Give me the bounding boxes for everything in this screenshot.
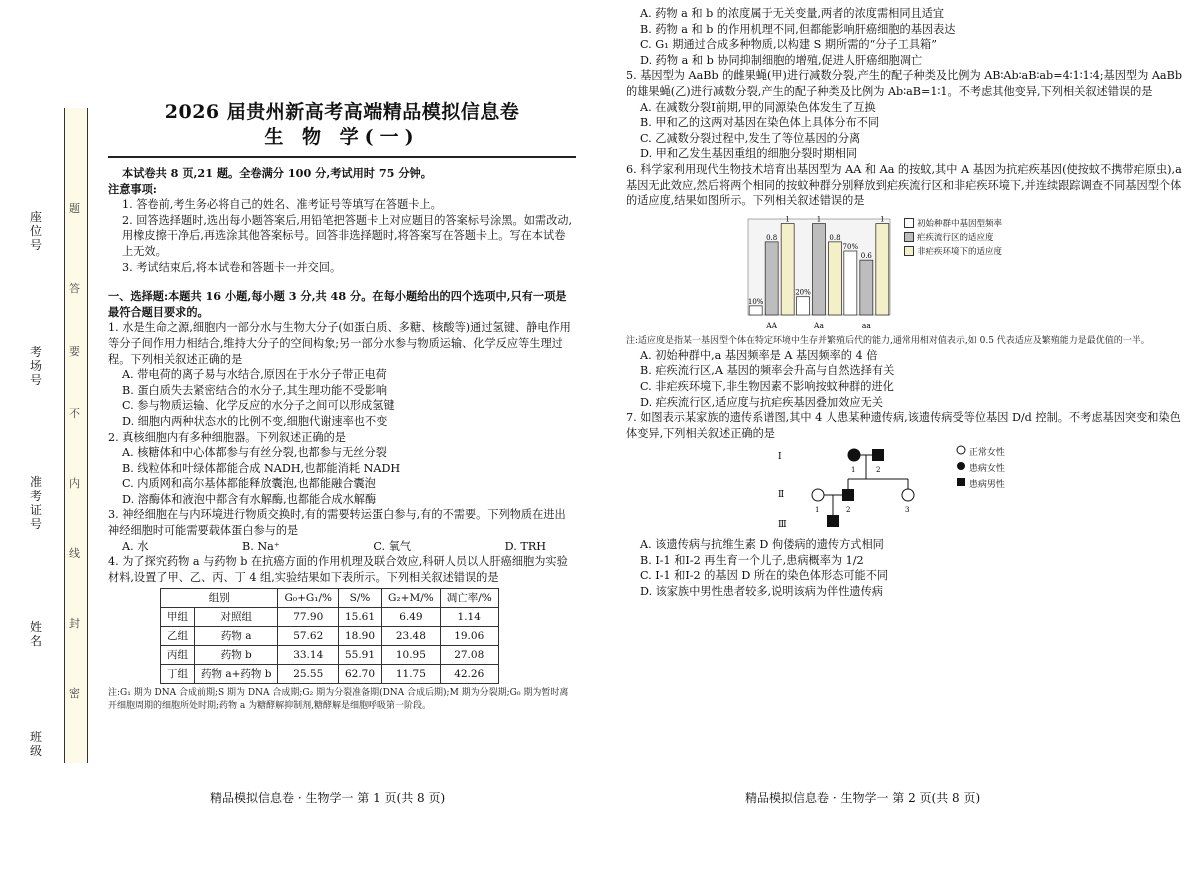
table-cell: 57.62	[278, 627, 339, 646]
field-seat-number	[30, 210, 42, 252]
table-row	[161, 608, 499, 627]
question-option: B. Ⅰ-1 和Ⅰ-2 再生育一个儿子,患病概率为 1/2	[640, 553, 864, 567]
question-stem: 7. 如图表示某家族的遗传系谱图,其中 4 人患某种遗传病,该遗传病受等位基因 D/d 控制。不考虑基因突变和染色体变异,下列相关叙述正确的是	[626, 411, 1181, 440]
question-option: B. Na⁺	[242, 539, 280, 553]
question-option: D. 细胞内两种状态水的比例不变,细胞代谢速率也不变	[122, 414, 388, 428]
question-option: A. 在减数分裂Ⅰ前期,甲的同源染色体发生了互换	[640, 100, 876, 114]
bar	[860, 260, 873, 315]
cut-word: 题	[69, 202, 80, 215]
table-row	[161, 627, 499, 646]
generation-label: Ⅱ	[778, 490, 785, 501]
question-option: C. Ⅰ-1 和Ⅰ-2 的基因 D 所在的染色体形态可能不同	[640, 569, 889, 583]
table-header: 组别	[161, 589, 278, 608]
bar	[765, 242, 778, 315]
results-table	[160, 588, 499, 684]
bar-data-label: 1	[880, 215, 885, 224]
field-label: 准考证号	[30, 475, 43, 531]
paper-subtitle: 生 物 学(一)	[264, 126, 420, 148]
paper-title: 2026 届贵州新高考高端精品模拟信息卷	[164, 101, 520, 123]
question-option: C. 乙减数分裂过程中,发生了等位基因的分离	[640, 131, 861, 145]
table-cell: 对照组	[195, 608, 278, 627]
table-row	[161, 665, 499, 684]
pedigree-chart	[776, 445, 946, 533]
bar	[876, 223, 889, 314]
x-tick-label: aa	[861, 320, 871, 330]
question-option: D. 甲和乙发生基因重组的细胞分裂时期相同	[640, 147, 858, 161]
notice-item: 2. 回答选择题时,选出每小题答案后,用铅笔把答题卡上对应题目的答案标号涂黑。如需改动,用橡皮擦干净后,再选涂其他答案标号。回答非选择题时,将答案写在答题卡上。写在本试卷上无效。	[122, 213, 573, 258]
title-rule	[108, 156, 576, 158]
question-option: C. G₁ 期通过合成多种物质,以构建 S 期所需的“分子工具箱”	[640, 38, 937, 52]
table-cell: 丙组	[161, 646, 195, 665]
individual-number: 3	[905, 506, 910, 515]
normal-female-symbol	[812, 489, 824, 501]
x-tick-label: Aa	[814, 320, 824, 330]
question-option: D. 药物 a 和 b 协同抑制细胞的增殖,促进人肝癌细胞凋亡	[640, 53, 923, 67]
cut-word: 线	[69, 547, 80, 560]
question-option: A. 带电荷的离子易与水结合,原因在于水分子带正电荷	[122, 368, 387, 382]
question-option: B. 药物 a 和 b 的作用机理不同,但都能影响肝癌细胞的基因表达	[640, 22, 956, 36]
affected-male-symbol	[827, 515, 839, 527]
section-heading: 一、选择题:本题共 16 小题,每小题 3 分,共 48 分。在每小题给出的四个选项中,只有一项是最符合题目要求的。	[108, 289, 567, 319]
question-stem: 4. 为了探究药物 a 与药物 b 在抗癌方面的作用机理及联合效应,科研人员以人肝癌细胞为实验材料,设置了甲、乙、丙、丁 4 组,实验结果如下表所示。下列相关叙述错误的是	[108, 555, 568, 584]
bar	[781, 223, 794, 314]
individual-number: 1	[815, 506, 820, 515]
cut-word: 不	[69, 407, 80, 420]
pedigree-wrap	[776, 445, 1186, 533]
question-option: D. 疟疾流行区,适应度与抗疟疾基因叠加效应无关	[640, 395, 883, 409]
question-option: B. 线粒体和叶绿体都能合成 NADH,也都能消耗 NADH	[122, 461, 401, 475]
question-stem: 6. 科学家利用现代生物技术培育出基因型为 AA 和 Aa 的按蚊,其中 A 基因为抗疟疾基因(使按蚊不携带疟原虫),a 基因无此效应,然后将两个相同的按蚊种群分别释放到疟疾流行区和非疟疾环境下,并连续跟踪调查不同基因型个体的适应度,结果如图所示。下列相关叙述错误的是	[626, 162, 1182, 208]
table-cell: 药物 b	[195, 646, 278, 665]
question-option: C. 氧气	[373, 539, 412, 553]
bar	[844, 251, 857, 315]
table-cell: 23.48	[382, 627, 441, 646]
table-cell: 乙组	[161, 627, 195, 646]
cut-word: 要	[69, 345, 80, 358]
table-cell: 甲组	[161, 608, 195, 627]
field-exam-room	[30, 345, 42, 387]
individual-number: 2	[846, 506, 851, 515]
legend-item	[904, 217, 1002, 231]
legend-item	[956, 461, 1005, 477]
legend-swatch	[904, 218, 914, 228]
table-header: S/%	[338, 589, 381, 608]
question-stem: 2. 真核细胞内有多种细胞器。下列叙述正确的是	[108, 430, 346, 444]
legend-swatch	[904, 232, 914, 242]
page-footer-right: 精品模拟信息卷 · 生物学一 第 2 页(共 8 页)	[745, 791, 981, 805]
affected-male-symbol	[842, 489, 854, 501]
legend-label: 患病女性	[968, 464, 1005, 475]
cut-word: 封	[69, 617, 80, 630]
field-admission-number	[30, 475, 42, 531]
bar-data-label: 0.8	[766, 233, 778, 242]
cut-word: 答	[69, 282, 80, 295]
fitness-bar-chart	[736, 213, 896, 333]
table-row	[161, 646, 499, 665]
legend-item	[904, 231, 1002, 245]
legend-item	[956, 445, 1005, 461]
field-label: 班级	[30, 730, 43, 758]
question-option: C. 内质网和高尔基体都能释放囊泡,也都能融合囊泡	[122, 477, 376, 491]
table-cell: 25.55	[278, 665, 339, 684]
bar	[749, 306, 762, 315]
question-option: B. 甲和乙的这两对基因在染色体上具体分布不同	[640, 116, 880, 130]
table-cell: 18.90	[338, 627, 381, 646]
legend-label: 患病男性	[968, 480, 1005, 491]
legend-label: 正常女性	[968, 448, 1005, 459]
table-cell: 6.49	[382, 608, 441, 627]
field-label: 考场号	[30, 345, 43, 387]
bar	[829, 242, 842, 315]
question-stem: 3. 神经细胞在与内环境进行物质交换时,有的需要转运蛋白参与,有的不需要。下列物质在进出神经细胞时可能需要载体蛋白参与的是	[108, 508, 566, 538]
table-note: 注:G₁ 期为 DNA 合成前期;S 期为 DNA 合成期;G₂ 期为分裂准备期(DNA 合成后期);M 期为分裂期;G₀ 期为暂时离开细胞周期的细胞所处时期;药物 a 为糖酵解抑制剂,糖酵解是细胞呼吸第一阶段。	[108, 688, 569, 712]
bar-data-label: 10%	[747, 297, 764, 306]
table-cell: 1.14	[440, 608, 498, 627]
binding-strip	[64, 108, 88, 763]
left-column	[108, 100, 576, 713]
question-option: B. 疟疾流行区,A 基因的频率会升高与自然选择有关	[640, 364, 895, 378]
legend-item	[904, 245, 1002, 259]
table-cell: 丁组	[161, 665, 195, 684]
table-cell: 55.91	[338, 646, 381, 665]
affected-male-icon	[956, 477, 966, 487]
bar	[813, 223, 826, 314]
page-footer-left: 精品模拟信息卷 · 生物学一 第 1 页(共 8 页)	[210, 791, 446, 805]
question-option: A. 水	[122, 539, 149, 553]
bar-data-label: 1	[816, 215, 822, 224]
bar-data-label: 70%	[842, 242, 859, 251]
table-cell: 33.14	[278, 646, 339, 665]
affected-male-symbol	[872, 449, 884, 461]
individual-number: 1	[851, 466, 856, 475]
table-cell: 62.70	[338, 665, 381, 684]
question-option: D. 溶酶体和液泡中都含有水解酶,也都能合成水解酶	[122, 492, 377, 506]
table-cell: 11.75	[382, 665, 441, 684]
question-stem: 5. 基因型为 AaBb 的雌果蝇(甲)进行减数分裂,产生的配子种类及比例为 AB∶Ab∶aB∶ab=4∶1∶1∶4;基因型为 AaBb 的雄果蝇(乙)进行减数分裂,产生的配子种类及比例为 Ab∶aB=1∶1。不考虑其他变异,下列相关叙述错误的是	[626, 69, 1182, 98]
field-label: 座位号	[30, 210, 43, 252]
table-cell: 27.08	[440, 646, 498, 665]
bar-data-label: 20%	[795, 288, 811, 297]
legend-label: 非疟疾环境下的适应度	[917, 246, 1003, 257]
notice-item: 1. 答卷前,考生务必将自己的姓名、准考证号等填写在答题卡上。	[122, 198, 442, 212]
legend-swatch	[904, 246, 914, 256]
bar-data-label: 0.6	[860, 251, 872, 260]
fitness-chart-wrap	[736, 213, 1186, 333]
cut-word: 密	[69, 687, 80, 700]
table-header: G₀+G₁/%	[278, 589, 339, 608]
table-header: 凋亡率/%	[440, 589, 498, 608]
bar-data-label: 0.8	[829, 233, 841, 242]
field-label: 姓名	[30, 620, 43, 648]
cut-word: 内	[69, 477, 80, 490]
question-option: B. 蛋白质失去紧密结合的水分子,其生理功能不受影响	[122, 383, 388, 397]
question-option: C. 参与物质运输、化学反应的水分子之间可以形成氢键	[122, 399, 395, 413]
notice-title: 注意事项:	[108, 181, 157, 196]
table-header-row	[161, 589, 499, 608]
chart-legend	[904, 217, 1002, 333]
table-cell: 10.95	[382, 646, 441, 665]
affected-female-icon	[956, 461, 966, 471]
bar	[797, 296, 810, 314]
intro-summary: 本试卷共 8 页,21 题。全卷满分 100 分,考试用时 75 分钟。	[122, 166, 432, 180]
question-option: A. 药物 a 和 b 的浓度属于无关变量,两者的浓度需相同且适宜	[640, 7, 945, 20]
chart-note: 注:适应度是指某一基因型个体在特定环境中生存并繁殖后代的能力,通常用相对值表示,如 0.5 代表适应及繁殖能力是最优值的一半。	[626, 335, 1150, 346]
question-option: D. 该家族中男性患者较多,说明该病为伴性遗传病	[640, 585, 883, 599]
table-cell: 药物 a	[195, 627, 278, 646]
legend-item	[956, 477, 1005, 493]
generation-label: Ⅰ	[778, 452, 782, 463]
table-cell: 77.90	[278, 608, 339, 627]
generation-label: Ⅲ	[778, 520, 787, 531]
table-cell: 42.26	[440, 665, 498, 684]
table-cell: 药物 a+药物 b	[195, 665, 278, 684]
legend-label: 疟疾流行区的适应度	[917, 232, 994, 243]
legend-label: 初始种群中基因型频率	[917, 218, 1003, 229]
affected-female-symbol	[848, 449, 860, 461]
right-column	[626, 6, 1186, 600]
pedigree-legend	[956, 445, 1005, 533]
table-cell: 19.06	[440, 627, 498, 646]
field-name	[30, 620, 42, 648]
individual-number: 2	[876, 466, 881, 475]
notice-item: 3. 考试结束后,将本试卷和答题卡一并交回。	[122, 260, 342, 274]
normal-female-symbol	[902, 489, 914, 501]
question-option: A. 初始种群中,a 基因频率是 A 基因频率的 4 倍	[640, 348, 878, 362]
question-option: A. 该遗传病与抗维生素 D 佝偻病的遗传方式相同	[640, 538, 884, 552]
option-row	[108, 539, 576, 555]
question-option: C. 非疟疾环境下,非生物因素不影响按蚊种群的进化	[640, 379, 894, 393]
question-stem: 1. 水是生命之源,细胞内一部分水与生物大分子(如蛋白质、多糖、核酸等)通过氢键、静电作用等分子间作用力相结合,维持大分子的空间构象;另一部分水参与物质运输、化学反应等生理过程。下列相关叙述正确的是	[108, 321, 571, 366]
field-class	[30, 730, 42, 758]
normal-female-icon	[956, 445, 966, 455]
question-option: D. TRH	[504, 539, 546, 553]
table-cell: 15.61	[338, 608, 381, 627]
bar-data-label: 1	[785, 215, 790, 224]
table-header: G₂+M/%	[382, 589, 441, 608]
question-option: A. 核糖体和中心体都参与有丝分裂,也都参与无丝分裂	[122, 446, 387, 460]
x-tick-label: AA	[766, 320, 778, 330]
